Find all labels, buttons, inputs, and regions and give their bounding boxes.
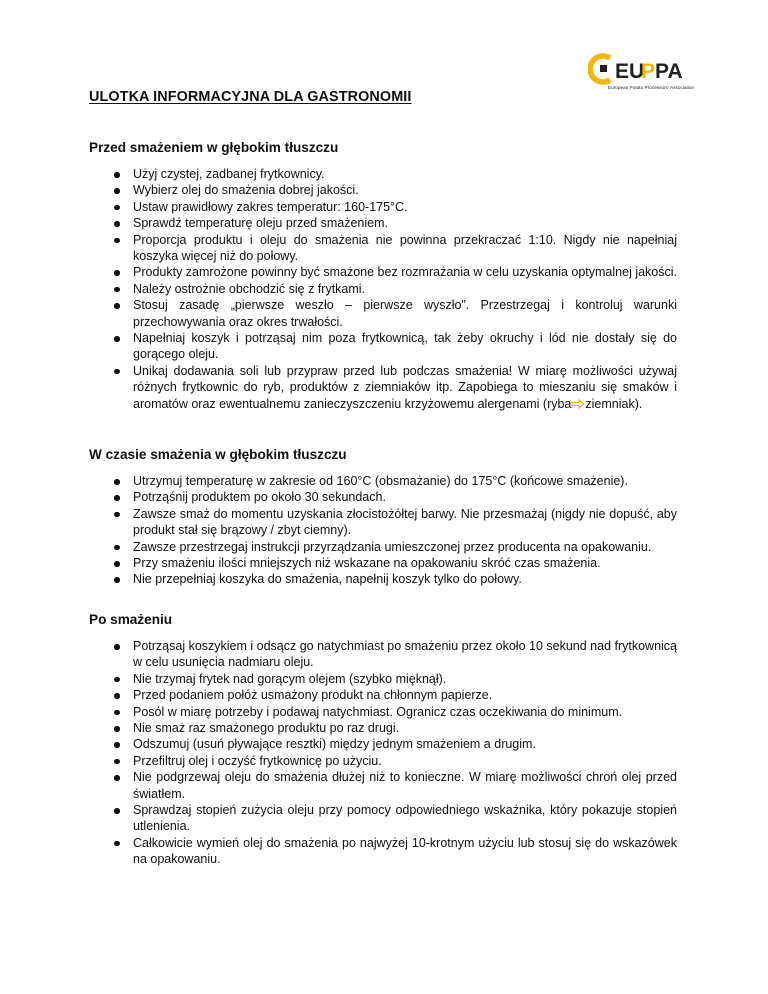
list-item: Nie smaż raz smażonego produktu po raz drugi. bbox=[89, 720, 677, 736]
bullet-icon bbox=[114, 841, 120, 847]
list-item: Przed podaniem połóż usmażony produkt na chłonnym papierze. bbox=[89, 687, 677, 703]
bullet-icon bbox=[114, 188, 120, 194]
arrow-right-icon bbox=[571, 399, 585, 409]
bullet-icon bbox=[114, 577, 120, 583]
bullet-icon bbox=[114, 561, 120, 567]
list-item: Stosuj zasadę „pierwsze weszło – pierwsze wyszło”. Przestrzegaj i kontroluj warunki przechowywania oraz okres trwałości. bbox=[89, 297, 677, 330]
list-item: Sprawdź temperaturę oleju przed smażeniem. bbox=[89, 215, 677, 231]
bullet-icon bbox=[114, 172, 120, 178]
bullet-icon bbox=[114, 775, 120, 781]
bullet-icon bbox=[114, 759, 120, 765]
bullet-icon bbox=[114, 238, 120, 244]
list-item: Użyj czystej, zadbanej frytkownicy. bbox=[89, 166, 677, 182]
list-item: Proporcja produktu i oleju do smażenia nie powinna przekraczać 1:10. Nigdy nie napełniaj koszyka więcej niż do połowy. bbox=[89, 232, 677, 265]
bullet-icon bbox=[114, 221, 120, 227]
list-item: Zawsze smaż do momentu uzyskania złocistożółtej barwy. Nie przesmażaj (nigdy nie dopuść, aby produkt stał się brązowy / zbyt ciemny). bbox=[89, 506, 677, 539]
svg-text:EU: EU bbox=[615, 60, 645, 83]
section-heading-before-frying: Przed smażeniem w głębokim tłuszczu bbox=[89, 140, 339, 155]
list-item: Potrząsaj koszykiem i odsącz go natychmiast po smażeniu przez około 10 sekund nad frytkownicą w celu usunięcia nadmiaru oleju. bbox=[89, 638, 677, 671]
bullet-icon bbox=[114, 287, 120, 293]
list-item: Odszumuj (usuń pływające resztki) między jednym smażeniem a drugim. bbox=[89, 736, 677, 752]
list-item: Napełniaj koszyk i potrząsaj nim poza frytkownicą, tak żeby okruchy i lód nie dostały się do gorącego oleju. bbox=[89, 330, 677, 363]
list-item: Należy ostrożnie obchodzić się z frytkami. bbox=[89, 281, 677, 297]
list-item: Przefiltruj olej i oczyść frytkownicę po użyciu. bbox=[89, 753, 677, 769]
bullet-icon bbox=[114, 644, 120, 650]
list-after-frying bbox=[89, 638, 677, 868]
bullet-icon bbox=[114, 336, 120, 342]
list-item: Przy smażeniu ilości mniejszych niż wskazane na opakowaniu skróć czas smażenia. bbox=[89, 555, 677, 571]
list-item: Potrząśnij produktem po około 30 sekundach. bbox=[89, 489, 677, 505]
bullet-icon bbox=[114, 677, 120, 683]
list-item: Sprawdzaj stopień zużycia oleju przy pomocy odpowiedniego wskaźnika, który pokazuje stopień utlenienia. bbox=[89, 802, 677, 835]
logo-tagline: European Potato Processors' Association bbox=[608, 85, 695, 90]
bullet-icon bbox=[114, 693, 120, 699]
list-item: Całkowicie wymień olej do smażenia po najwyżej 10-krotnym użyciu lub stosuj się do wskazówek na opakowaniu. bbox=[89, 835, 677, 868]
section-heading-during-frying: W czasie smażenia w głębokim tłuszczu bbox=[89, 447, 347, 462]
bullet-icon bbox=[114, 369, 120, 375]
list-item: Zawsze przestrzegaj instrukcji przyrządzania umieszczonej przez producenta na opakowaniu. bbox=[89, 539, 677, 555]
svg-text:PA: PA bbox=[655, 60, 683, 83]
list-item: Posól w miarę potrzeby i podawaj natychmiast. Ogranicz czas oczekiwania do minimum. bbox=[89, 704, 677, 720]
bullet-icon bbox=[114, 726, 120, 732]
list-item: Nie trzymaj frytek nad gorącym olejem (szybko mięknął). bbox=[89, 671, 677, 687]
document-title: ULOTKA INFORMACYJNA DLA GASTRONOMII bbox=[89, 89, 412, 105]
euppa-logo-mark-icon bbox=[588, 52, 700, 86]
bullet-icon bbox=[114, 512, 120, 518]
euppa-logo bbox=[588, 52, 700, 92]
bullet-icon bbox=[114, 710, 120, 716]
svg-text:P: P bbox=[641, 60, 656, 83]
section-heading-after-frying: Po smażeniu bbox=[89, 612, 173, 627]
bullet-icon bbox=[114, 742, 120, 748]
list-before-frying bbox=[89, 166, 677, 412]
list-item: Wybierz olej do smażenia dobrej jakości. bbox=[89, 182, 677, 198]
bullet-icon bbox=[114, 545, 120, 551]
list-item: Nie podgrzewaj oleju do smażenia dłużej niż to konieczne. W miarę możliwości chroń olej przed światłem. bbox=[89, 769, 677, 802]
bullet-icon bbox=[114, 303, 120, 309]
list-item: Utrzymuj temperaturę w zakresie od 160°C (obsmażanie) do 175°C (końcowe smażenie). bbox=[89, 473, 677, 489]
list-item: Produkty zamrożone powinny być smażone bez rozmrażania w celu uzyskania optymalnej jakości. bbox=[89, 264, 677, 280]
bullet-icon bbox=[114, 270, 120, 276]
list-item: Ustaw prawidłowy zakres temperatur: 160-175°C. bbox=[89, 199, 677, 215]
bullet-icon bbox=[114, 495, 120, 501]
bullet-icon bbox=[114, 808, 120, 814]
bullet-icon bbox=[114, 479, 120, 485]
bullet-icon bbox=[114, 205, 120, 211]
list-item: Nie przepełniaj koszyka do smażenia, napełnij koszyk tylko do połowy. bbox=[89, 571, 677, 587]
list-during-frying bbox=[89, 473, 677, 588]
list-item: Unikaj dodawania soli lub przypraw przed lub podczas smażenia! W miarę możliwości używaj różnych frytkownic do ryb, produktów z ziemniaków itp. Zapobiega to mieszaniu się smaków i aromatów oraz ewentualnemu zanieczyszczeniu krzyżowemu alergenami (ryba ziemniak). bbox=[89, 363, 677, 412]
